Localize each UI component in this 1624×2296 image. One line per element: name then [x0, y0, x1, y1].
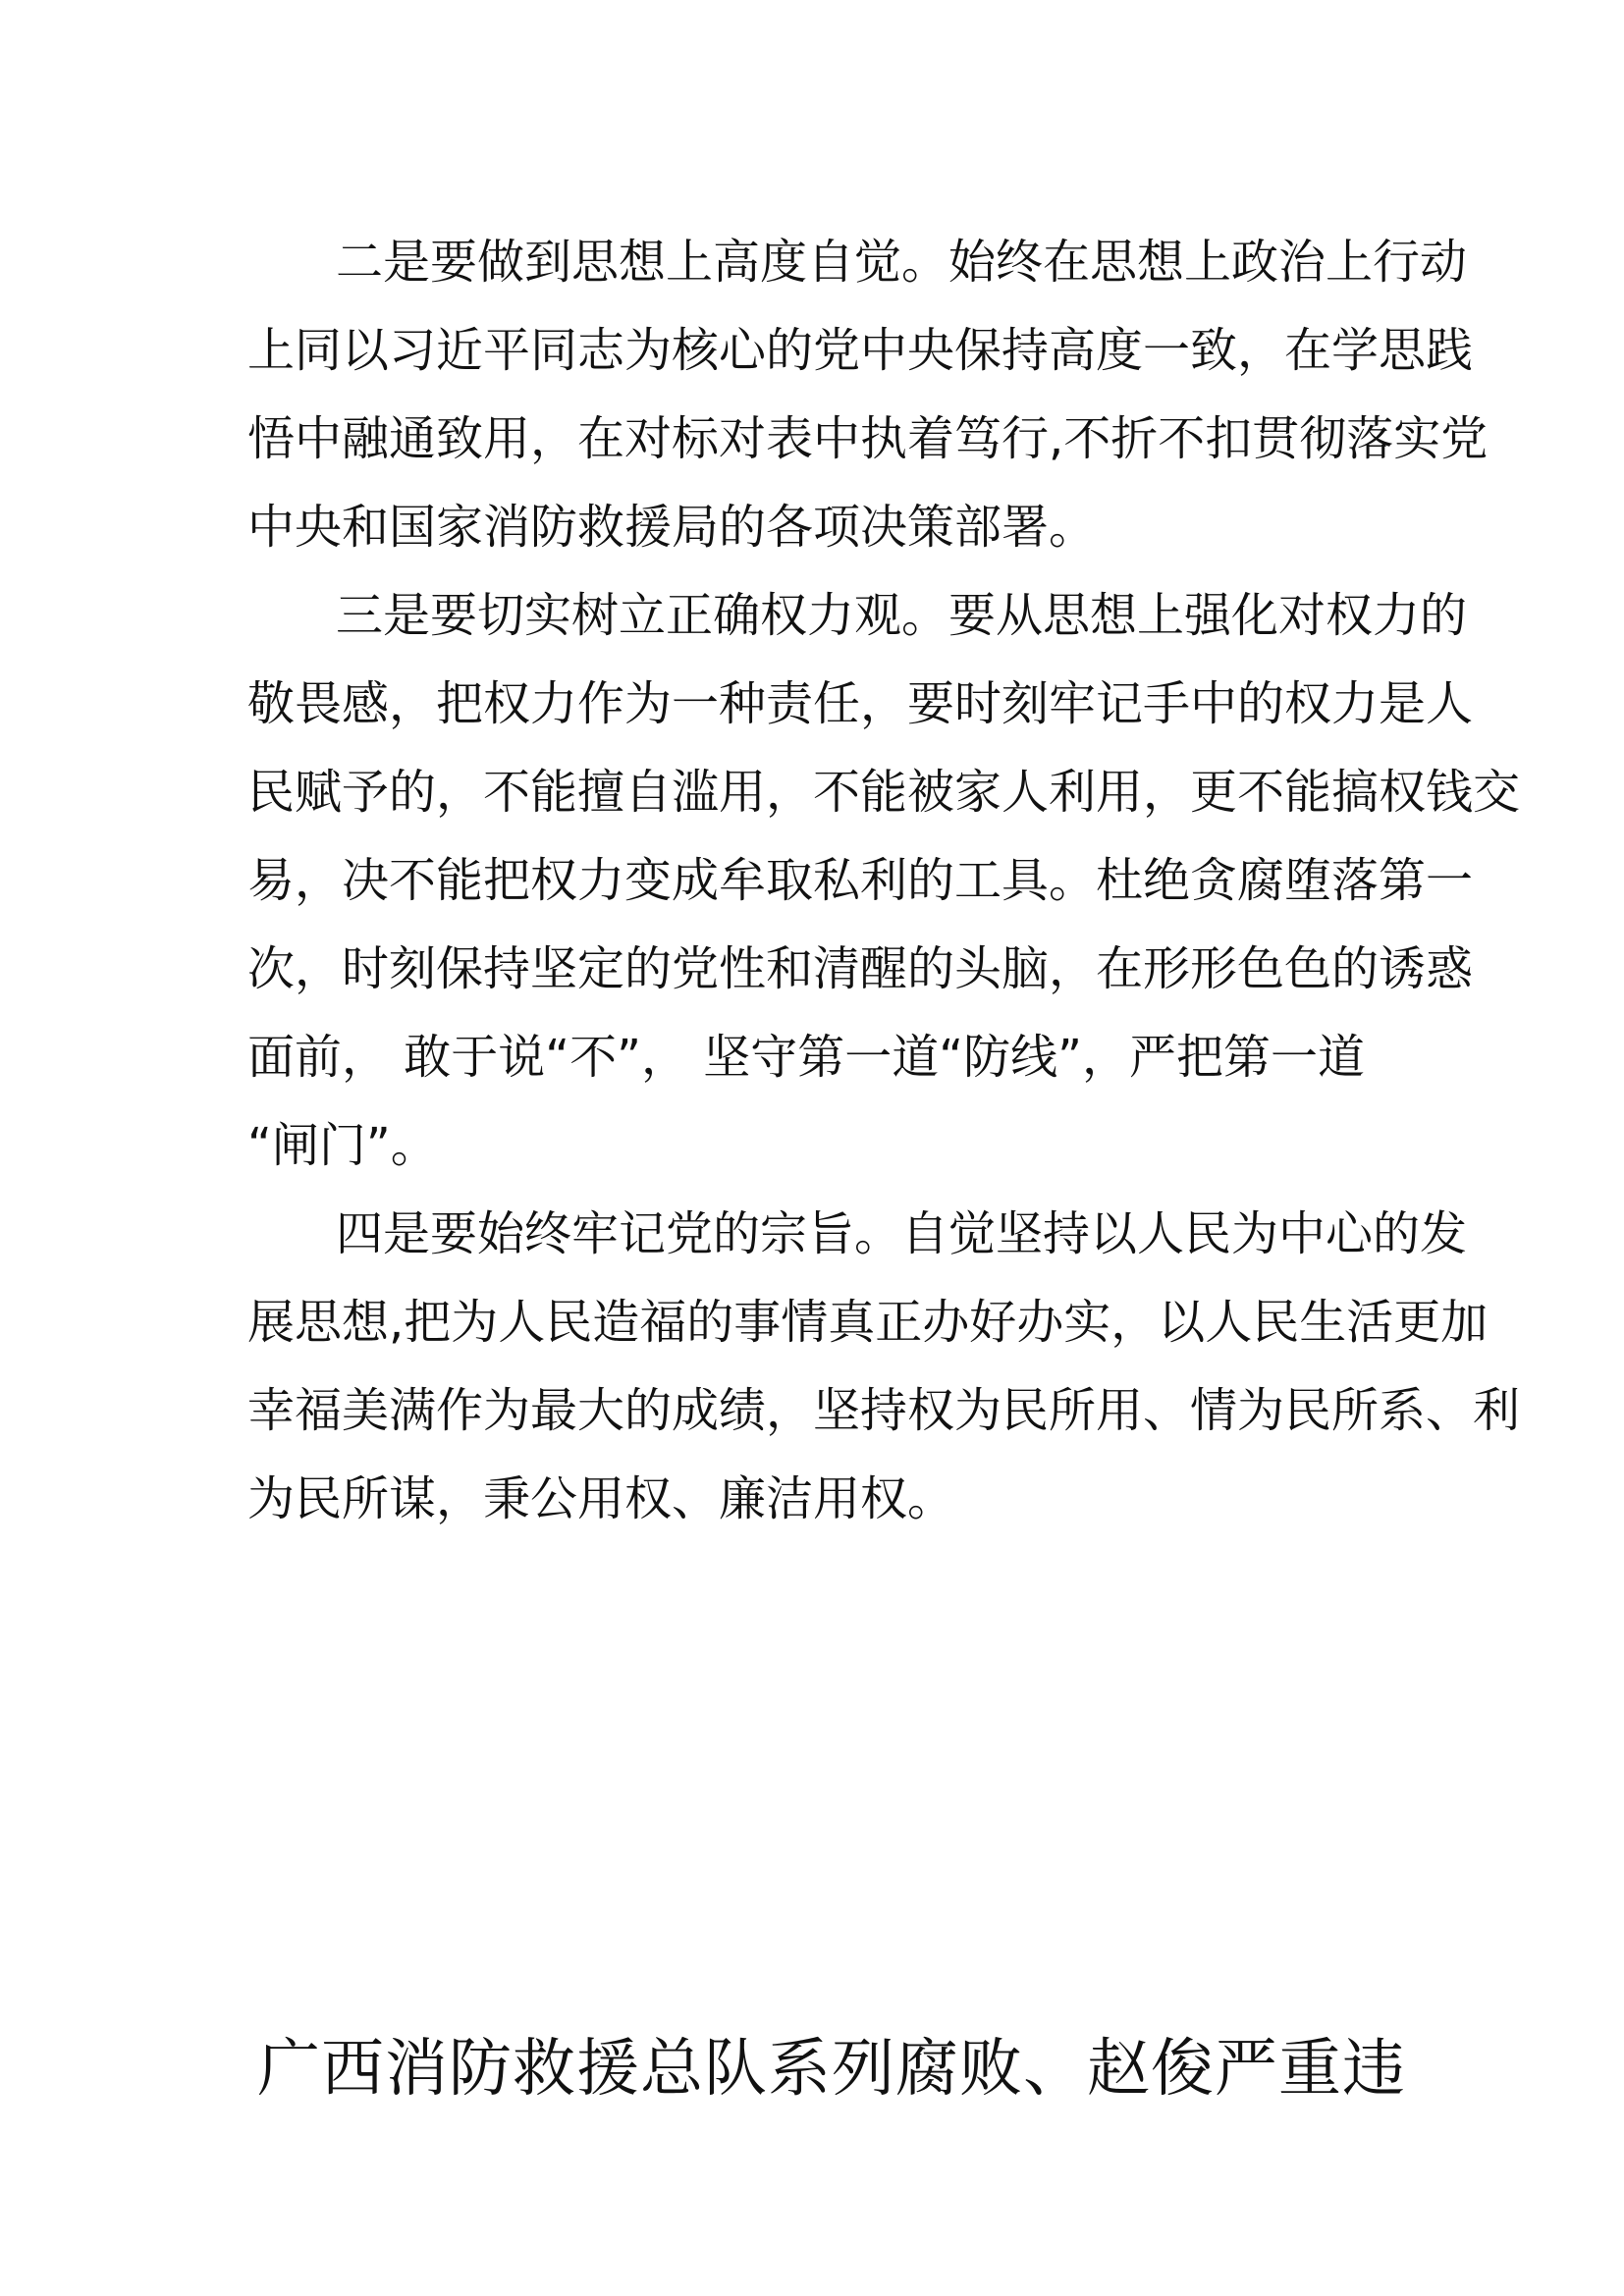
- paragraph-line: 展思想,把为人民造福的事情真正办好办实，以人民生活更加: [247, 1295, 1489, 1350]
- paragraph-line: 中央和国家消防救援局的各项决策部署。: [247, 500, 1097, 555]
- paragraph-line: 敬畏感，把权力作为一种责任，要时刻牢记手中的权力是人: [247, 676, 1474, 731]
- paragraph-line: 易，决不能把权力变成牟取私利的工具。杜绝贪腐堕落第一: [247, 853, 1474, 908]
- paragraph-line: 悟中融通致用，在对标对表中执着笃行,不折不扣贯彻落实党: [247, 411, 1489, 466]
- section-heading: 广西消防救援总队系列腐败、赵俊严重违: [257, 2033, 1406, 2106]
- paragraph-thought-consciousness: [247, 218, 1489, 571]
- paragraph-line: 幸福美满作为最大的成绩，坚持权为民所用、情为民所系、利: [247, 1383, 1521, 1438]
- paragraph-line: 上同以习近平同志为核心的党中央保持高度一致，在学思践: [247, 323, 1474, 378]
- paragraph-line: 为民所谋，秉公用权、廉洁用权。: [247, 1471, 955, 1526]
- paragraph-party-purpose: [247, 1190, 1521, 1543]
- paragraph-line: 面前， 敢于说“不”， 坚守第一道“防线”，严把第一道: [247, 1030, 1365, 1085]
- paragraph-power-view: [247, 571, 1521, 1190]
- paragraph-line: 民赋予的，不能擅自滥用，不能被家人利用，更不能搞权钱交: [247, 765, 1521, 820]
- paragraph-line: 二是要做到思想上高度自觉。始终在思想上政治上行动: [336, 235, 1468, 290]
- body-text: [247, 218, 1521, 1543]
- paragraph-line: 四是要始终牢记党的宗旨。自觉坚持以人民为中心的发: [336, 1206, 1468, 1261]
- paragraph-line: 次，时刻保持坚定的党性和清醒的头脑，在形形色色的诱惑: [247, 941, 1474, 996]
- paragraph-line: 三是要切实树立正确权力观。要从思想上强化对权力的: [336, 588, 1468, 643]
- paragraph-line: “闸门”。: [247, 1118, 438, 1173]
